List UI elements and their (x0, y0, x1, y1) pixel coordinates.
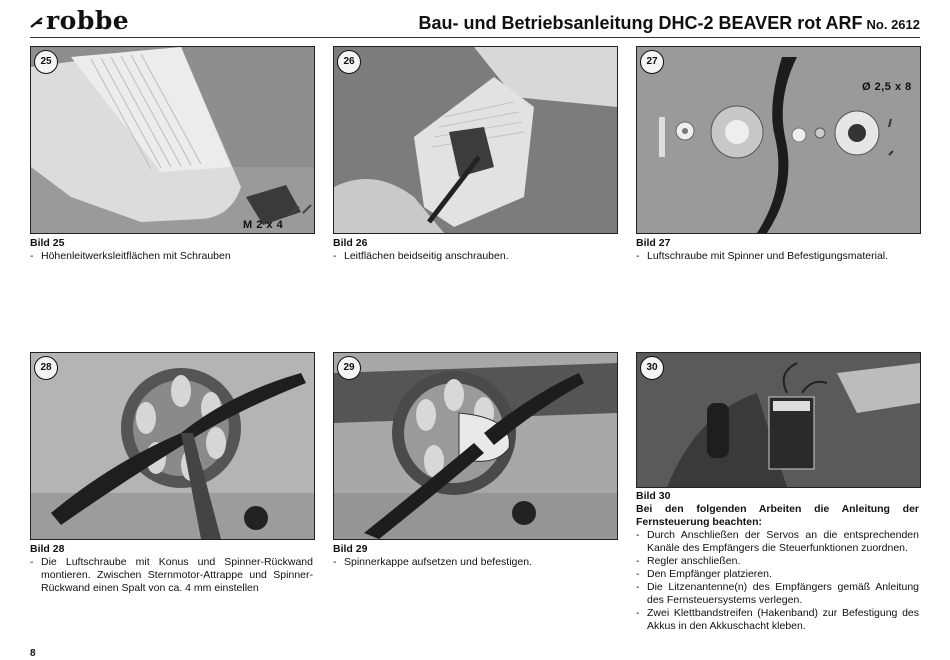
document-number: No. 2612 (866, 17, 920, 32)
photo-26 (333, 46, 618, 234)
caption-30 (636, 490, 919, 633)
caption-27-title: Bild 27 (636, 237, 671, 249)
brand-logo (30, 6, 129, 36)
caption-30-item: - Den Empfänger platzieren. (636, 568, 919, 581)
caption-27-item: - Luftschraube mit Spinner und Befestigungsmaterial. (636, 250, 919, 263)
caption-28-title: Bild 28 (30, 543, 65, 555)
photo-28-image (31, 353, 314, 539)
caption-25 (30, 237, 313, 263)
caption-26-list (333, 250, 616, 263)
photo-28 (30, 352, 315, 540)
photo-25 (30, 46, 315, 234)
caption-30-title: Bild 30 (636, 490, 671, 502)
caption-30-item: - Durch Anschließen der Servos an die entsprechenden Kanäle des Empfängers die Steuerfunktionen zuordnen. (636, 529, 919, 555)
figure-badge-26: 26 (337, 50, 361, 74)
logo-text: robbe (46, 6, 130, 35)
figure-badge-28: 28 (34, 356, 58, 380)
logo-mark-icon (30, 15, 44, 31)
header-rule (30, 37, 920, 38)
caption-25-item: - Höhenleitwerksleitflächen mit Schrauben (30, 250, 313, 263)
photo-30-image (637, 353, 920, 487)
photo-26-image (334, 47, 617, 233)
document-title-text: Bau- und Betriebsanleitung DHC-2 BEAVER rot ARF (418, 13, 863, 33)
caption-26-item: - Leitflächen beidseitig anschrauben. (333, 250, 616, 263)
document-title (419, 12, 921, 36)
caption-27 (636, 237, 919, 263)
photo-27 (636, 46, 921, 234)
caption-30-item: - Zwei Klettbandstreifen (Hakenband) zur Befestigung des Akkus in den Akkuschacht kleben. (636, 607, 919, 633)
photo-29 (333, 352, 618, 540)
caption-28-item: - Die Luftschraube mit Konus und Spinner-Rückwand montieren. Zwischen Sternmotor-Attrappe und Spinner-Rückwand einen Spalt von ca. 4 mm einstellen (30, 556, 313, 595)
photo-27-image (637, 47, 920, 233)
caption-30-list (636, 529, 919, 633)
caption-28 (30, 543, 313, 595)
figure-badge-25: 25 (34, 50, 58, 74)
caption-25-title: Bild 25 (30, 237, 65, 249)
page-number: 8 (30, 648, 36, 659)
caption-27-list (636, 250, 919, 263)
caption-29-item: - Spinnerkappe aufsetzen und befestigen. (333, 556, 616, 569)
caption-26 (333, 237, 616, 263)
figure-badge-29: 29 (337, 356, 361, 380)
photo-29-image (334, 353, 617, 539)
photo-25-image (31, 47, 314, 233)
figure-badge-27: 27 (640, 50, 664, 74)
caption-28-list (30, 556, 313, 595)
figure-badge-30: 30 (640, 356, 664, 380)
caption-29-list (333, 556, 616, 569)
caption-30-item: - Die Litzenantenne(n) des Empfängers gemäß Anleitung des Fernsteuersystems verlegen. (636, 581, 919, 607)
photo-25-label: M 2 x 4 (243, 219, 284, 231)
caption-29-title: Bild 29 (333, 543, 368, 555)
caption-29 (333, 543, 616, 569)
caption-26-title: Bild 26 (333, 237, 368, 249)
photo-30 (636, 352, 921, 488)
caption-30-notice: Bei den folgenden Arbeiten die Anleitung der Fernsteuerung beachten: (636, 503, 919, 528)
photo-27-label: Ø 2,5 x 8 (862, 81, 912, 93)
caption-25-list (30, 250, 313, 263)
caption-30-item: - Regler anschließen. (636, 555, 919, 568)
